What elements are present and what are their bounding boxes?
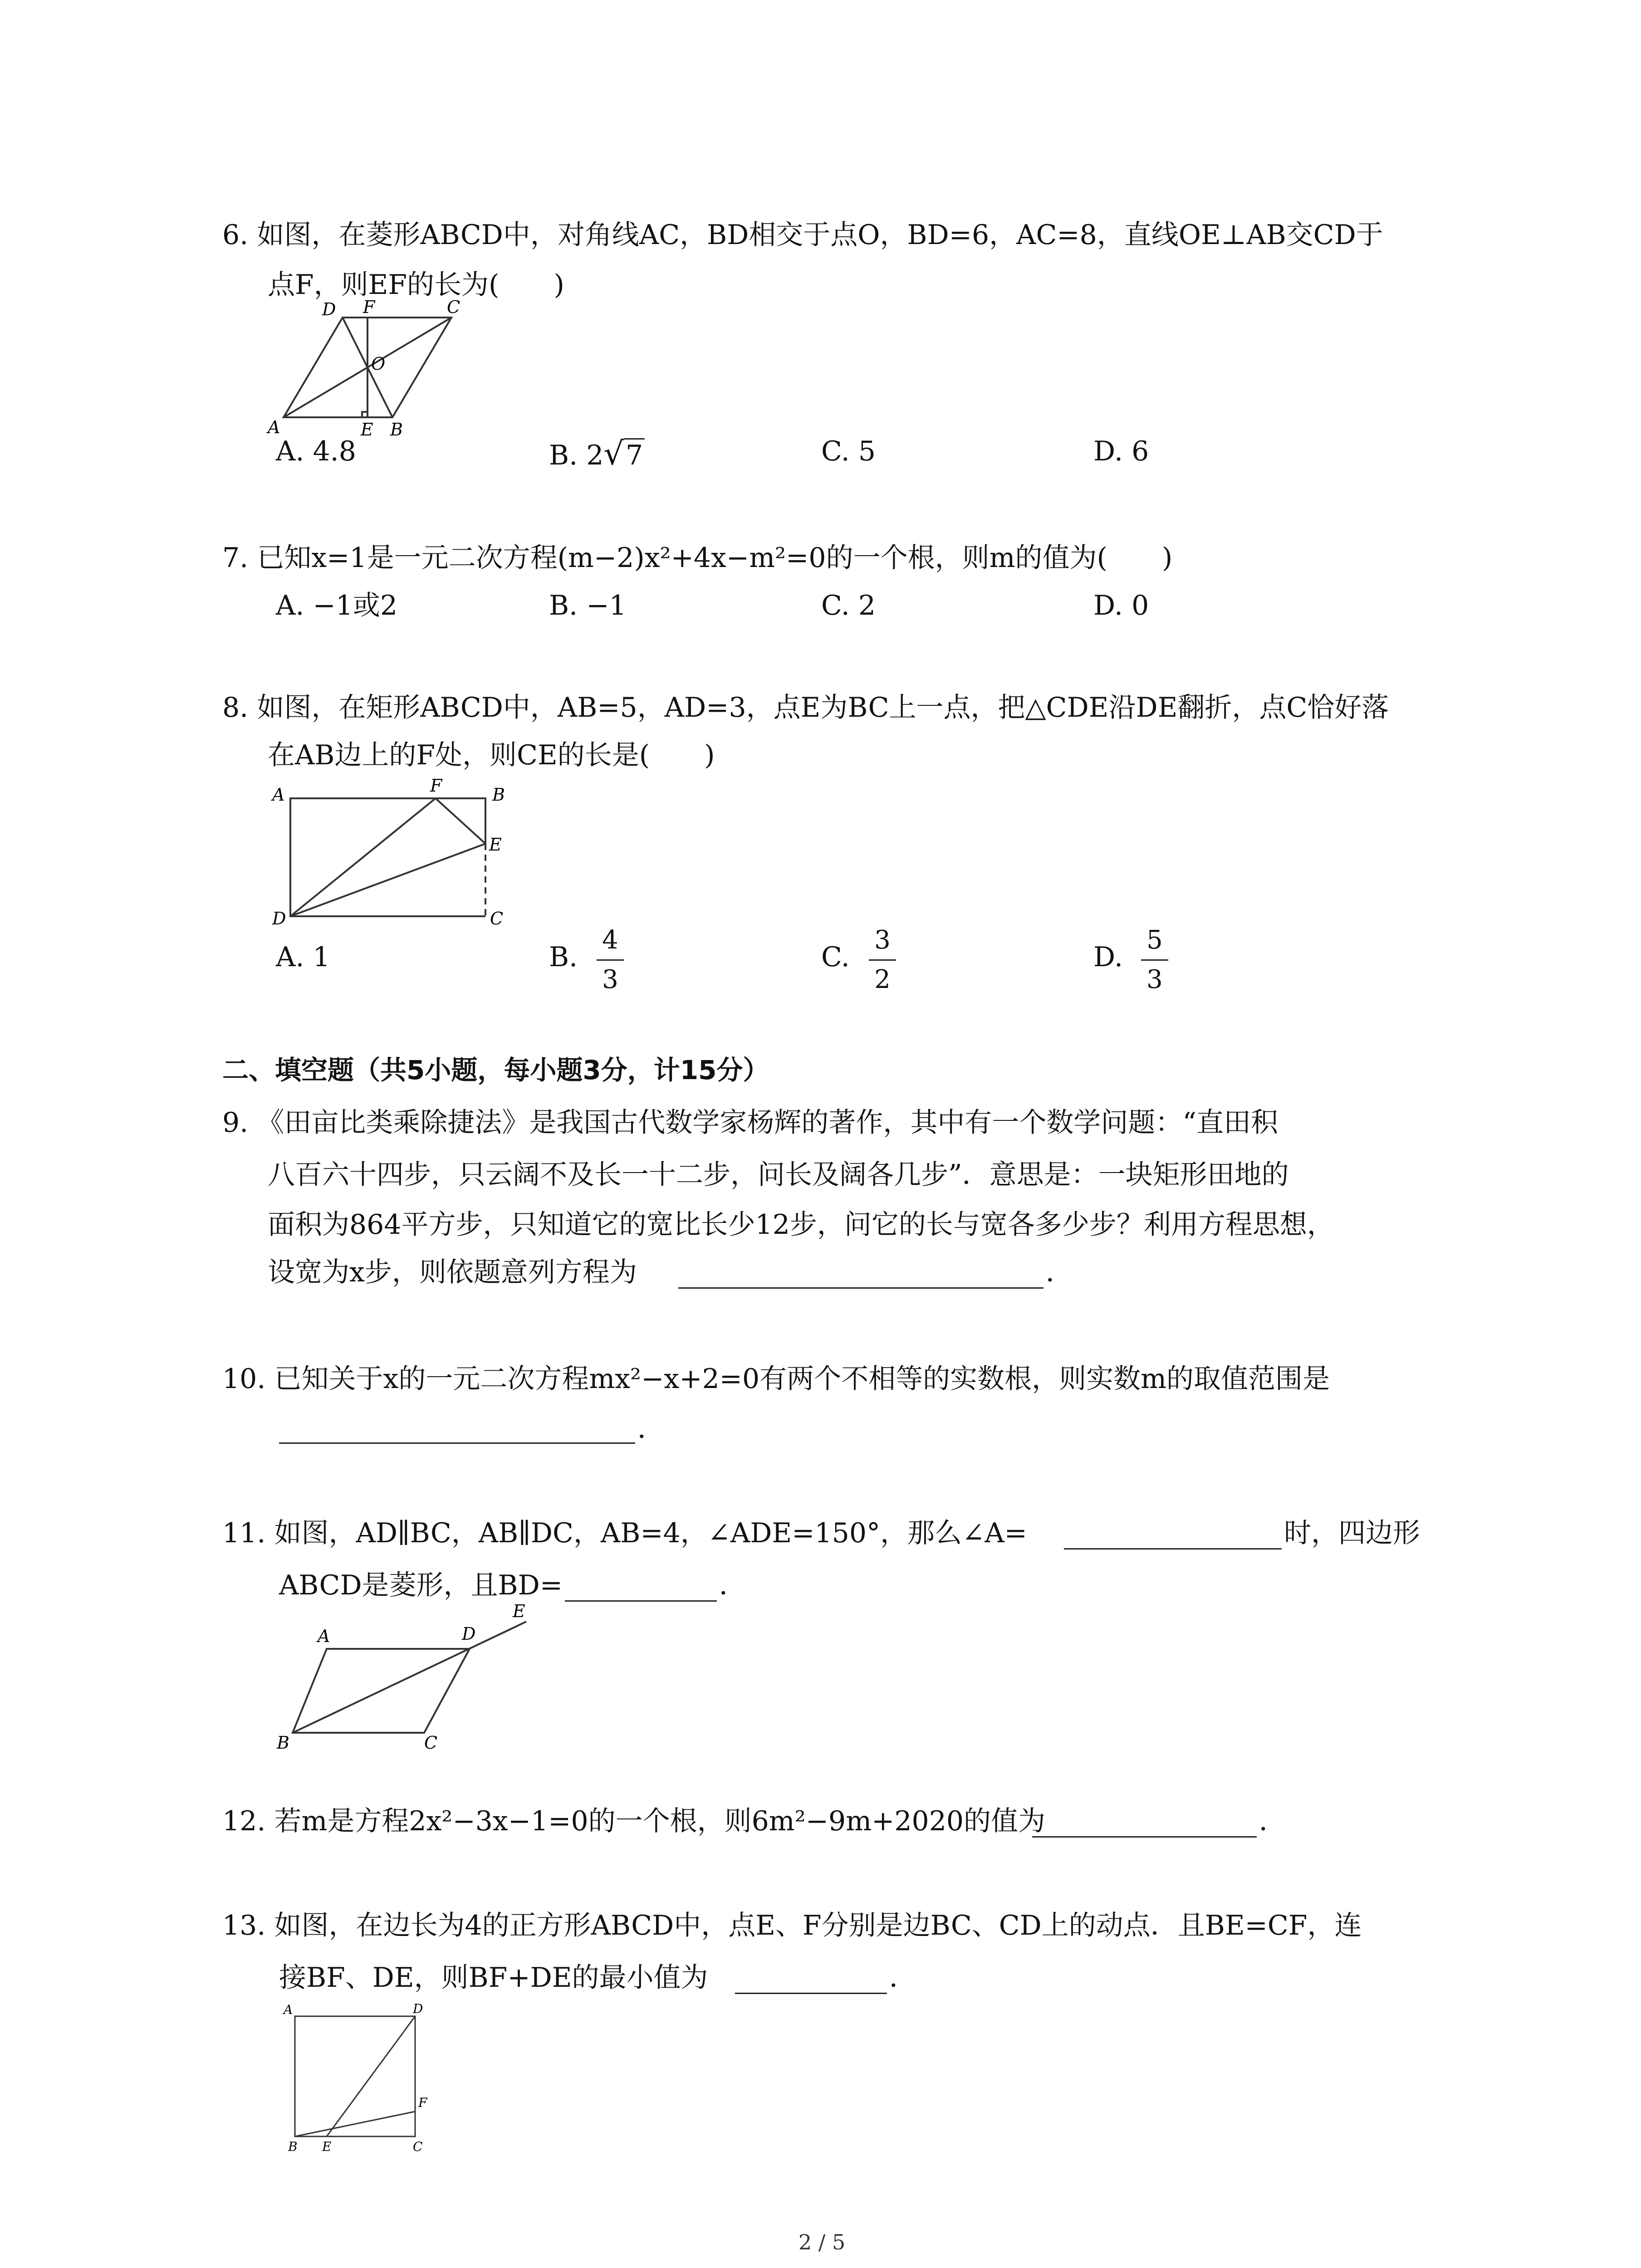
q6-rhombus-figure: [268, 297, 476, 445]
section-2-title: 二、填空题（共5小题，每小题3分，计15分）: [222, 1055, 769, 1085]
q9-line1: 9. 《田亩比类乘除捷法》是我国古代数学家杨辉的著作，其中有一个数学问题：“直田积: [222, 1107, 1278, 1139]
q6-label-b: B: [390, 420, 403, 440]
q11-line2: ABCD是菱形，且BD=: [279, 1569, 563, 1601]
q8-option-a[interactable]: A. 1: [276, 941, 330, 973]
q6-label-o: O: [371, 354, 386, 374]
q8-option-d-label[interactable]: D.: [1093, 941, 1123, 973]
q8-line2: 在AB边上的F处，则CE的长是( ): [268, 739, 715, 771]
q7-text: 7. 已知x=1是一元二次方程(m−2)x²+4x−m²=0的一个根，则m的值为( ): [222, 542, 1173, 574]
q8-option-d-denominator: 3: [1146, 965, 1163, 994]
q8-label-e: E: [489, 835, 502, 855]
q6-option-a[interactable]: A. 4.8: [276, 435, 356, 467]
q10-answer-blank[interactable]: [279, 1442, 635, 1444]
q8-option-b-fraction[interactable]: [597, 925, 624, 994]
page-number: 2 / 5: [798, 2230, 846, 2254]
q13-label-d: D: [413, 2001, 423, 2016]
q6-label-e: E: [361, 420, 373, 440]
q13-label-e: E: [322, 2139, 332, 2154]
q8-label-a: A: [272, 785, 285, 805]
q6-line1: 6. 如图，在菱形ABCD中，对角线AC，BD相交于点O，BD=6，AC=8，直线OE⊥AB交CD于: [222, 219, 1383, 251]
q8-option-b-denominator: 3: [602, 965, 618, 994]
q7-option-b[interactable]: B. −1: [549, 590, 627, 621]
q7-option-d[interactable]: D. 0: [1093, 590, 1149, 621]
fraction-bar: [597, 959, 624, 961]
q11-parallelogram-figure: [272, 1601, 544, 1758]
q13-label-c: C: [413, 2139, 423, 2154]
q8-label-b: B: [492, 785, 505, 805]
sqrt-sign: √: [603, 435, 624, 472]
q11-label-d: D: [462, 1624, 476, 1644]
q8-label-c: C: [490, 909, 504, 929]
q9-line2: 八百六十四步，只云阔不及长一十二步，问长及阔各几步”．意思是：一块矩形田地的: [268, 1159, 1289, 1191]
q7-option-c[interactable]: C. 2: [821, 590, 876, 621]
q11-line1b: 时，四边形: [1284, 1517, 1420, 1549]
fraction-bar: [1141, 959, 1168, 961]
q12-line-end: ．: [1259, 1805, 1286, 1837]
q10-line1: 10. 已知关于x的一元二次方程mx²−x+2=0有两个不相等的实数根，则实数m的取值范围是: [222, 1363, 1330, 1395]
q11-angle-blank[interactable]: [1064, 1548, 1282, 1549]
q8-option-b-numerator: 4: [602, 925, 618, 955]
q8-option-c-fraction[interactable]: [869, 925, 896, 994]
q8-option-b-label[interactable]: B.: [549, 941, 578, 973]
q8-label-f: F: [430, 776, 442, 796]
q10-line-end: ．: [637, 1413, 665, 1445]
q11-label-e: E: [513, 1601, 525, 1621]
q6-option-b[interactable]: [549, 435, 645, 472]
q8-option-d-fraction[interactable]: [1141, 925, 1168, 994]
q13-square-figure: [277, 2000, 440, 2161]
q11-label-a: A: [318, 1626, 330, 1646]
q6-label-a: A: [268, 417, 280, 437]
q6-option-b-prefix: B. 2: [549, 440, 604, 471]
q6-label-c: C: [447, 297, 460, 317]
q8-option-c-denominator: 2: [874, 965, 891, 994]
q6-label-d: D: [322, 299, 336, 319]
q9-line4: 设宽为x步，则依题意列方程为: [268, 1256, 637, 1288]
q12-text: 12. 若m是方程2x²−3x−1=0的一个根，则6m²−9m+2020的值为: [222, 1805, 1046, 1837]
q11-line-end: ．: [719, 1569, 746, 1601]
q8-rectangle-figure: [272, 776, 517, 937]
q9-answer-blank[interactable]: [678, 1287, 1043, 1289]
q7-option-a[interactable]: A. −1或2: [276, 590, 398, 621]
q13-line2: 接BF、DE，则BF+DE的最小值为: [279, 1962, 708, 1994]
q8-option-c-numerator: 3: [874, 925, 891, 955]
q13-line-end: ．: [889, 1962, 916, 1994]
q8-option-c-label[interactable]: C.: [821, 941, 850, 973]
q11-label-b: B: [277, 1733, 289, 1753]
q13-answer-blank[interactable]: [735, 1993, 887, 1994]
fraction-bar: [869, 959, 896, 961]
q8-label-d: D: [272, 909, 286, 929]
q6-label-f: F: [363, 297, 375, 317]
q11-label-c: C: [424, 1733, 438, 1753]
q13-label-f: F: [418, 2095, 427, 2110]
q12-answer-blank[interactable]: [1032, 1836, 1257, 1838]
q6-option-d[interactable]: D. 6: [1093, 435, 1149, 467]
q6-option-b-radicand: 7: [624, 438, 645, 471]
q11-bd-blank[interactable]: [565, 1600, 717, 1602]
q6-line2: 点F，则EF的长为( ): [268, 269, 564, 301]
q9-line-end: ．: [1046, 1256, 1073, 1288]
q8-line1: 8. 如图，在矩形ABCD中，AB=5，AD=3，点E为BC上一点，把△CDE沿DE翻折，点C恰好落: [222, 692, 1389, 723]
q9-line3: 面积为864平方步，只知道它的宽比长少12步，问它的长与宽各多少步？利用方程思想，: [268, 1209, 1334, 1241]
q11-line1a: 11. 如图，AD∥BC，AB∥DC，AB=4，∠ADE=150°，那么∠A=: [222, 1517, 1027, 1549]
q6-option-c[interactable]: C. 5: [821, 435, 876, 467]
q13-line1: 13. 如图，在边长为4的正方形ABCD中，点E、F分别是边BC、CD上的动点．且BE=CF，连: [222, 1910, 1362, 1941]
q8-option-d-numerator: 5: [1146, 925, 1163, 955]
q13-label-b: B: [288, 2139, 298, 2154]
q13-label-a: A: [284, 2002, 293, 2017]
